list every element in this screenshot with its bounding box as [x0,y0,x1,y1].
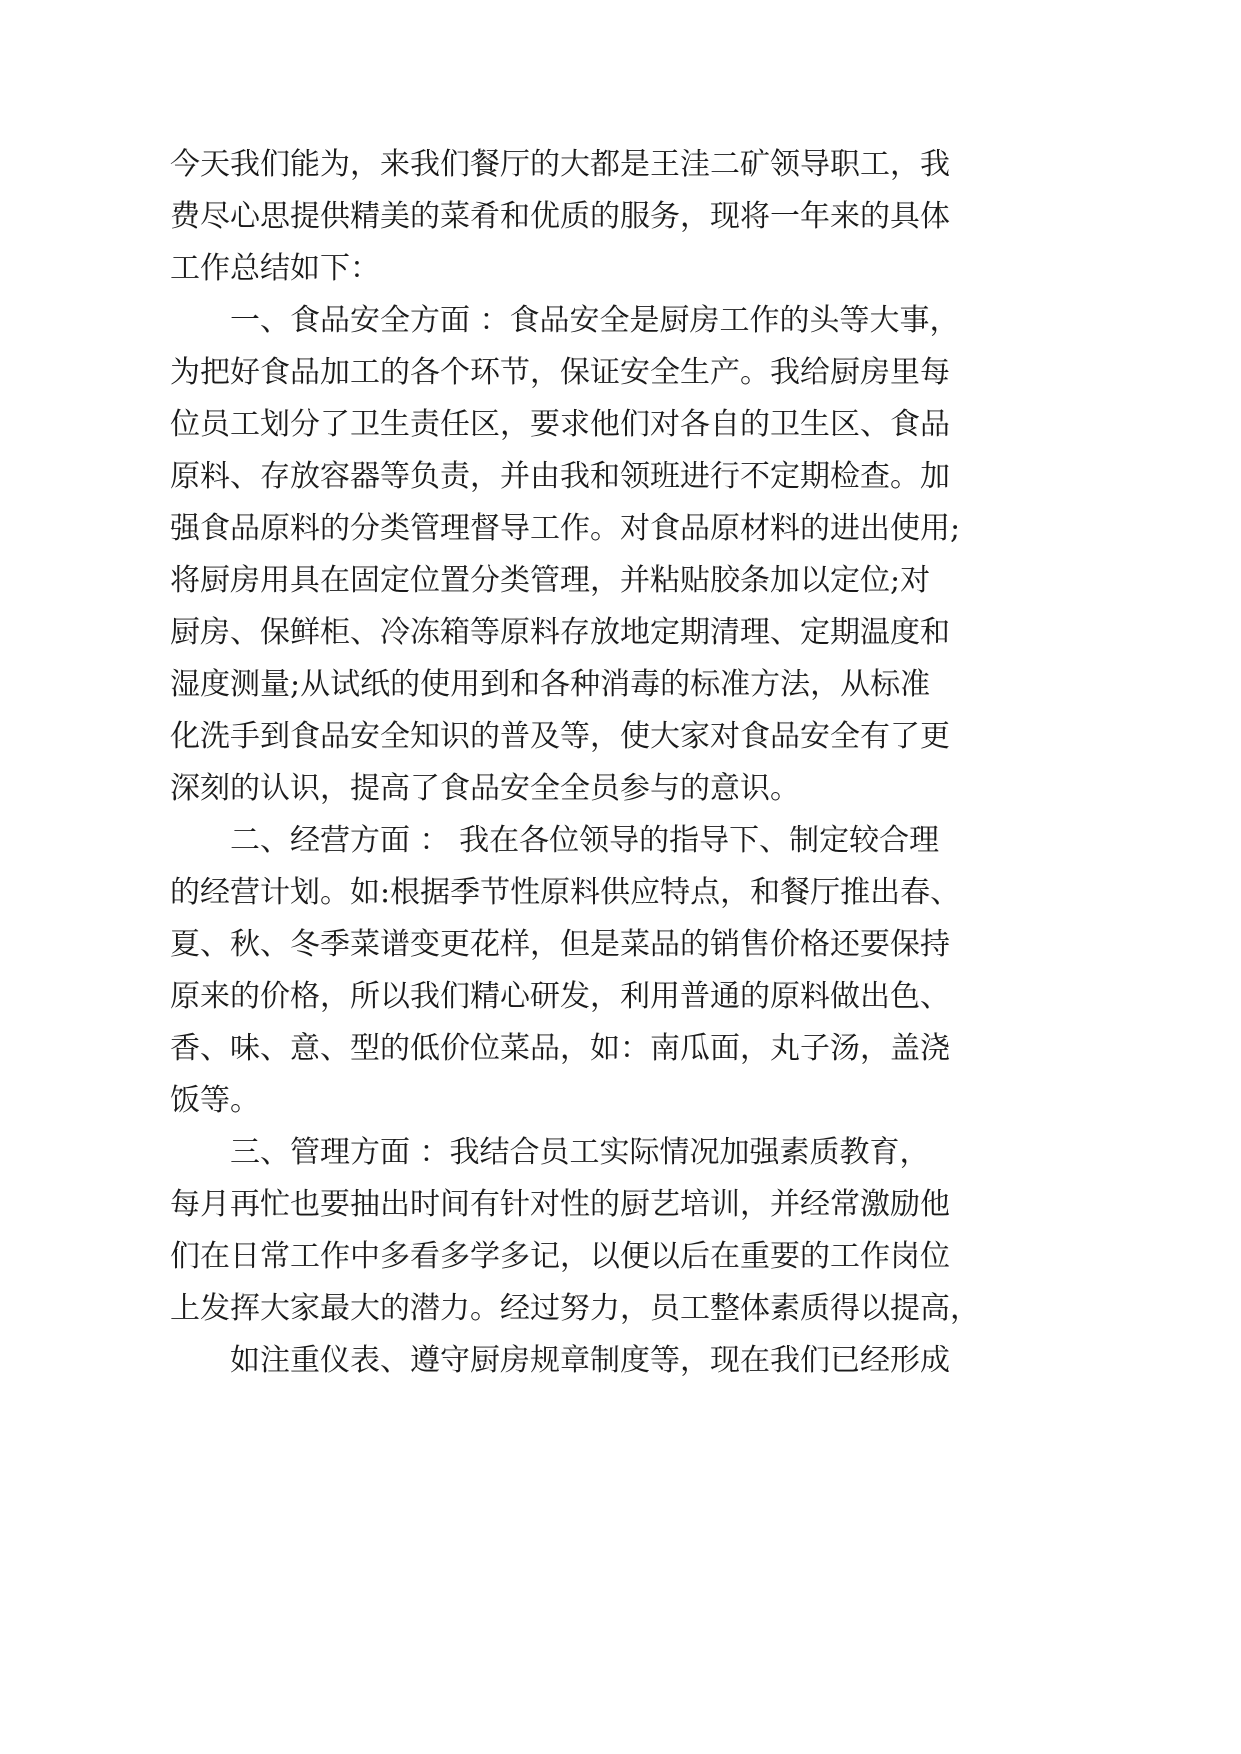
text-line: 化洗手到食品安全知识的普及等，使大家对食品安全有了更 [170,719,950,754]
text-line: 厨房、保鲜柜、冷冻箱等原料存放地定期清理、定期温度和 [170,615,950,650]
text-line: 强食品原料的分类管理督导工作。对食品原材料的进出使用; [170,511,961,546]
text-line: 原料、存放容器等负责，并由我和领班进行不定期检查。加 [170,459,950,494]
text-line: 的经营计划。如:根据季节性原料供应特点，和餐厅推出春、 [170,875,961,910]
text-line: 二、经营方面 ： 我在各位领导的指导下、制定较合理 [230,823,940,858]
text-line: 三、管理方面 ：我结合员工实际情况加强素质教育， [230,1135,930,1170]
text-line: 每月再忙也要抽出时间有针对性的厨艺培训，并经常激励他 [170,1187,950,1222]
text-line: 费尽心思提供精美的菜肴和优质的服务，现将一年来的具体 [170,199,950,234]
text-line: 将厨房用具在固定位置分类管理，并粘贴胶条加以定位;对 [170,563,931,598]
text-line: 们在日常工作中多看多学多记，以便以后在重要的工作岗位 [170,1239,950,1274]
text-line: 工作总结如下： [170,251,380,286]
text-line: 如注重仪表、遵守厨房规章制度等，现在我们已经形成 [230,1343,950,1378]
text-line: 饭等。 [170,1083,260,1118]
text-line: 原来的价格，所以我们精心研发，利用普通的原料做出色、 [170,979,950,1014]
text-line: 湿度测量;从试纸的使用到和各种消毒的标准方法，从标准 [170,667,931,702]
text-line: 香、味、意、型的低价位菜品，如：南瓜面，丸子汤，盖浇 [170,1031,950,1066]
text-line: 上发挥大家最大的潜力。经过努力，员工整体素质得以提高， [170,1291,980,1326]
text-line: 为把好食品加工的各个环节，保证安全生产。我给厨房里每 [170,355,950,390]
text-line: 一、食品安全方面 ：食品安全是厨房工作的头等大事， [230,303,960,338]
text-line: 深刻的认识，提高了食品安全全员参与的意识。 [170,771,800,806]
text-line: 夏、秋、冬季菜谱变更花样，但是菜品的销售价格还要保持 [170,927,950,962]
text-line: 今天我们能为，来我们餐厅的大都是王洼二矿领导职工，我 [170,147,950,182]
text-line: 位员工划分了卫生责任区，要求他们对各自的卫生区、食品 [170,407,950,442]
